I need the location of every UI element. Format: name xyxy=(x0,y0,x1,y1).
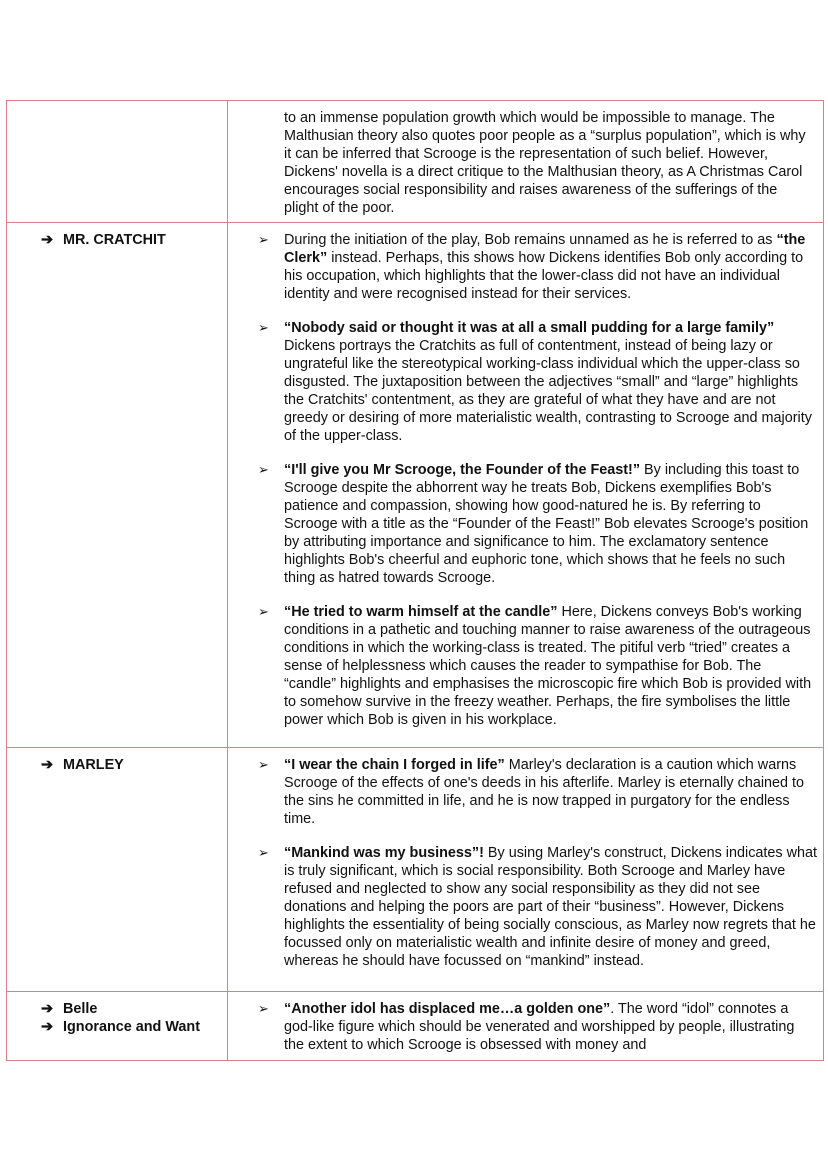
arrowhead-bullet-icon: ➢ xyxy=(258,757,269,772)
character-list xyxy=(7,992,227,1044)
notes-table xyxy=(6,100,824,1061)
character-cell xyxy=(7,101,228,223)
table-row xyxy=(7,992,824,1061)
character-cell xyxy=(7,748,228,992)
analysis-point: ➢ “Nobody said or thought it was at all a small pudding for a large family” Dickens portrays the Cratchits as full of contentment, instead of being lazy or ungrateful like the stereotypical working-class individual which the upper-class so disgusted. The juxtaposition between the adjectives “small” and “large” highlights the Cratchits' contentment, as they are grateful of what they have and are not greedy or desiring of more materialistic wealth, contrasting to Scrooge and majority of the upper-class. xyxy=(258,320,812,444)
table-row xyxy=(7,748,824,992)
table-row xyxy=(7,101,824,223)
analysis-cell xyxy=(228,223,824,748)
arrowhead-bullet-icon: ➢ xyxy=(258,232,269,247)
arrowhead-bullet-icon: ➢ xyxy=(258,320,269,335)
arrowhead-bullet-icon: ➢ xyxy=(258,462,269,477)
quote: “the Clerk” xyxy=(284,232,806,266)
analysis-points xyxy=(228,992,823,1060)
character-list xyxy=(7,748,227,782)
quote: “I wear the chain I forged in life” xyxy=(284,757,505,773)
analysis-points xyxy=(228,748,823,976)
quote: “Nobody said or thought it was at all a small pudding for a large family” xyxy=(284,320,775,336)
quote: “Another idol has displaced me…a golden one” xyxy=(284,1001,611,1017)
analysis-cell xyxy=(228,748,824,992)
arrowhead-bullet-icon: ➢ xyxy=(258,1001,269,1016)
quote: “I'll give you Mr Scrooge, the Founder of the Feast!” xyxy=(284,462,641,478)
analysis-point: ➢ “Mankind was my business”! By using Marley's construct, Dickens indicates what is truly significant, which is social responsibility. Both Scrooge and Marley have refused and neglected to show any social responsibility as they did not see donations and helping the poors are part of their “business”. However, Dickens highlights the essentiality of being socially conscious, as Marley now regrets that he focussed only on materialistic wealth and infinite desire of money and greed, whereas he should have focussed on “mankind” instead. xyxy=(258,845,818,969)
table-row xyxy=(7,223,824,748)
continuation-paragraph: to an immense population growth which would be impossible to manage. The Malthusian theory also quotes poor people as a “surplus population”, which is why it can be inferred that Scrooge is the representation of such belief. However, Dickens' novella is a direct critique to the Malthusian theory, as A Christmas Carol encourages social responsibility and raises awareness of the sufferings of the plight of the poor. xyxy=(284,110,806,216)
analysis-point: ➢ “Another idol has displaced me…a golden one”. The word “idol” connotes a god-like figure which should be venerated and worshipped by people, illustrating the extent to which Scrooge is obsessed with money and xyxy=(258,1001,795,1053)
arrow-right-icon: ➔ xyxy=(41,232,54,248)
arrow-right-icon: ➔ xyxy=(41,757,54,773)
analysis-cell xyxy=(228,101,824,223)
character-item: ➔ MARLEY xyxy=(41,757,124,773)
analysis-point: ➢ During the initiation of the play, Bob remains unnamed as he is referred to as “the Clerk” instead. Perhaps, this shows how Dickens identifies Bob only according to his occupation, which highlights that the lower-class did not have an individual identity and were recognised instead for their services. xyxy=(258,232,806,302)
arrowhead-bullet-icon: ➢ xyxy=(258,604,269,619)
analysis-point: ➢ “I'll give you Mr Scrooge, the Founder of the Feast!” By including this toast to Scrooge despite the abhorrent way he treats Bob, Dickens exemplifies Bob's patience and compassion, showing how good-natured he is. By referring to Scrooge with a title as the “Founder of the Feast!” Bob elevates Scrooge's position by attributing importance and significance to him. The exclamatory sentence highlights Bob's cheerful and euphoric tone, which shows that he feels no such thing as hatred towards Scrooge. xyxy=(258,462,809,586)
analysis-points xyxy=(228,223,823,735)
character-list xyxy=(7,223,227,257)
character-item: ➔ Ignorance and Want xyxy=(41,1019,200,1035)
analysis-point: ➢ “I wear the chain I forged in life” Marley's declaration is a caution which warns Scrooge of the effects of one's deeds in his afterlife. Marley is eternally chained to the sins he committed in life, and he is now trapped in purgatory for the endless time. xyxy=(258,757,805,827)
analysis-point: ➢ “He tried to warm himself at the candle” Here, Dickens conveys Bob's working conditions in a pathetic and touching manner to raise awareness of the outrageous conditions in which the working-class is treated. The pitiful verb “tried” creates a sense of helplessness which causes the reader to sympathise for Bob. The “candle” highlights and emphasises the microscopic fire which Bob is provided with to somehow survive in the freezy weather. Perhaps, the fire symbolises the little power which Bob is given in his workplace. xyxy=(258,604,812,728)
arrowhead-bullet-icon: ➢ xyxy=(258,845,269,860)
character-item: ➔ MR. CRATCHIT xyxy=(41,232,166,248)
character-item: ➔ Belle xyxy=(41,1001,98,1017)
character-cell xyxy=(7,223,228,748)
analysis-cell xyxy=(228,992,824,1061)
quote: “He tried to warm himself at the candle” xyxy=(284,604,558,620)
character-cell xyxy=(7,992,228,1061)
quote: “Mankind was my business”! xyxy=(284,845,484,861)
arrow-right-icon: ➔ xyxy=(41,1019,54,1035)
arrow-right-icon: ➔ xyxy=(41,1001,54,1017)
